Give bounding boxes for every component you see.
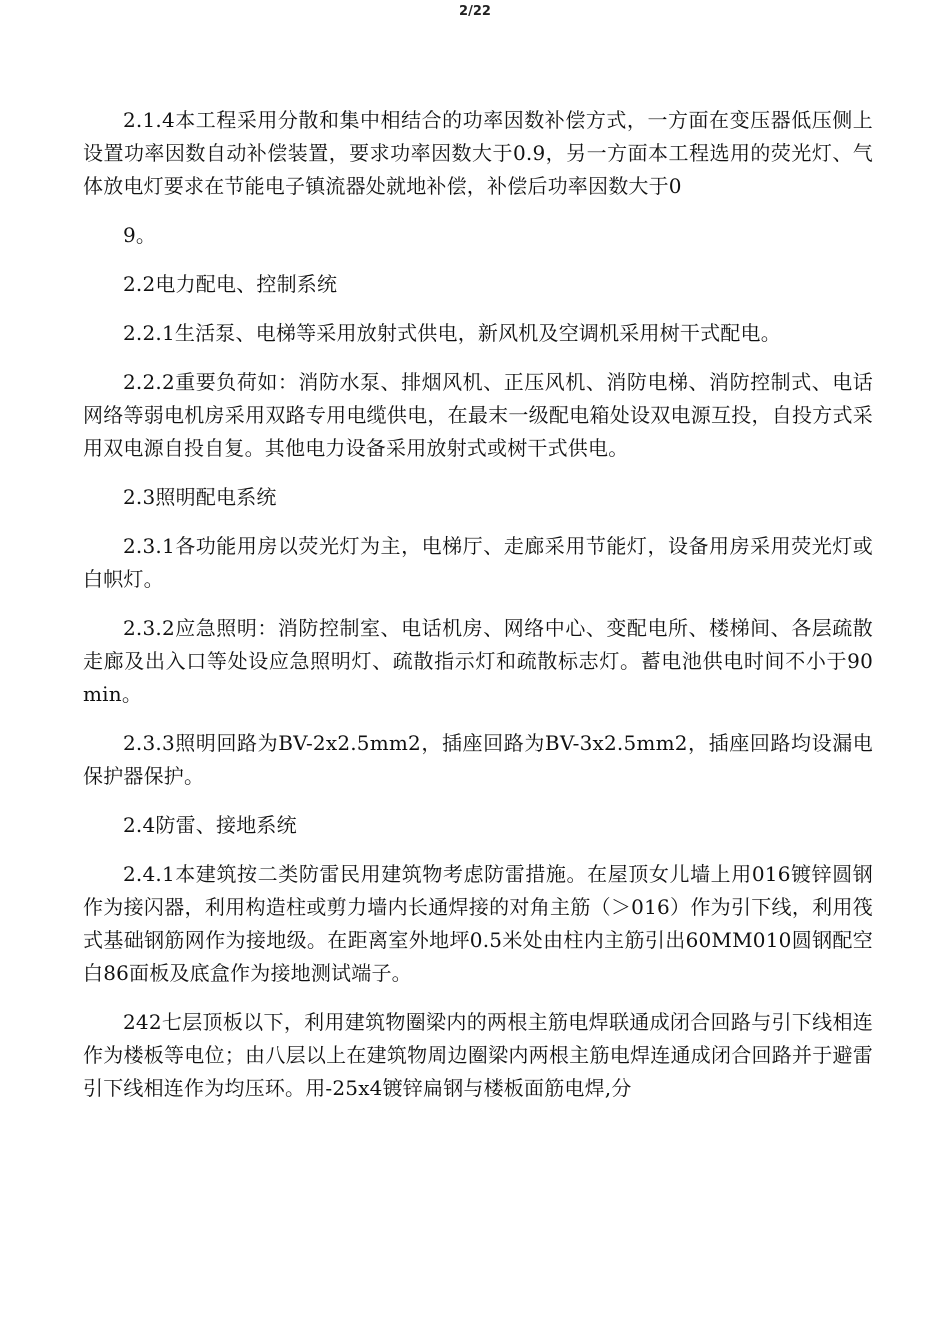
paragraph-2-3-3: 2.3.3照明回路为BV-2x2.5mm2，插座回路为BV-3x2.5mm2，插座回路均设漏电保护器保护。 xyxy=(83,731,873,788)
section-heading-2-4: 2.4防雷、接地系统 xyxy=(123,813,297,837)
document-body xyxy=(83,104,873,1121)
section-heading-2-2: 2.2电力配电、控制系统 xyxy=(123,272,338,296)
paragraph-2-2-2: 2.2.2重要负荷如：消防水泵、排烟风机、正压风机、消防电梯、消防控制式、电话网络等弱电机房采用双路专用电缆供电，在最末一级配电箱处设双电源互投，自投方式采用双电源自投自复。其他电力设备采用放射式或树干式供电。 xyxy=(83,370,873,460)
paragraph-2-4-2: 242七层顶板以下，利用建筑物圈梁内的两根主筋电焊联通成闭合回路与引下线相连作为楼板等电位；由八层以上在建筑物周边圈梁内两根主筋电焊连通成闭合回路并于避雷引下线相连作为均压环。用-25x4镀锌扁钢与楼板面筋电焊,分 xyxy=(83,1010,873,1100)
paragraph-2-4-1: 2.4.1本建筑按二类防雷民用建筑物考虑防雷措施。在屋顶女儿墙上用016镀锌圆钢作为接闪器，利用构造柱或剪力墙内长通焊接的对角主筋（＞016）作为引下线，利用筏式基础钢筋网作为接地级。在距离室外地坪0.5米处由柱内主筋引出60MM010圆钢配空白86面板及底盒作为接地测试端子。 xyxy=(83,862,873,985)
section-heading-2-3: 2.3照明配电系统 xyxy=(123,485,277,509)
paragraph-continuation: 9。 xyxy=(123,223,157,247)
page-number: 2/22 xyxy=(459,4,491,19)
paragraph-2-3-2: 2.3.2应急照明：消防控制室、电话机房、网络中心、变配电所、楼梯间、各层疏散走廊及出入口等处设应急照明灯、疏散指示灯和疏散标志灯。蓄电池供电时间不小于90min。 xyxy=(83,616,873,706)
paragraph-2-3-1: 2.3.1各功能用房以荧光灯为主，电梯厅、走廊采用节能灯，设备用房采用荧光灯或白帜灯。 xyxy=(83,534,873,591)
paragraph-2-1-4: 2.1.4本工程采用分散和集中相结合的功率因数补偿方式，一方面在变压器低压侧上设置功率因数自动补偿装置，要求功率因数大于0.9，另一方面本工程选用的荧光灯、气体放电灯要求在节能电子镇流器处就地补偿，补偿后功率因数大于0 xyxy=(83,108,873,198)
paragraph-2-2-1: 2.2.1生活泵、电梯等采用放射式供电，新风机及空调机采用树干式配电。 xyxy=(123,321,781,345)
